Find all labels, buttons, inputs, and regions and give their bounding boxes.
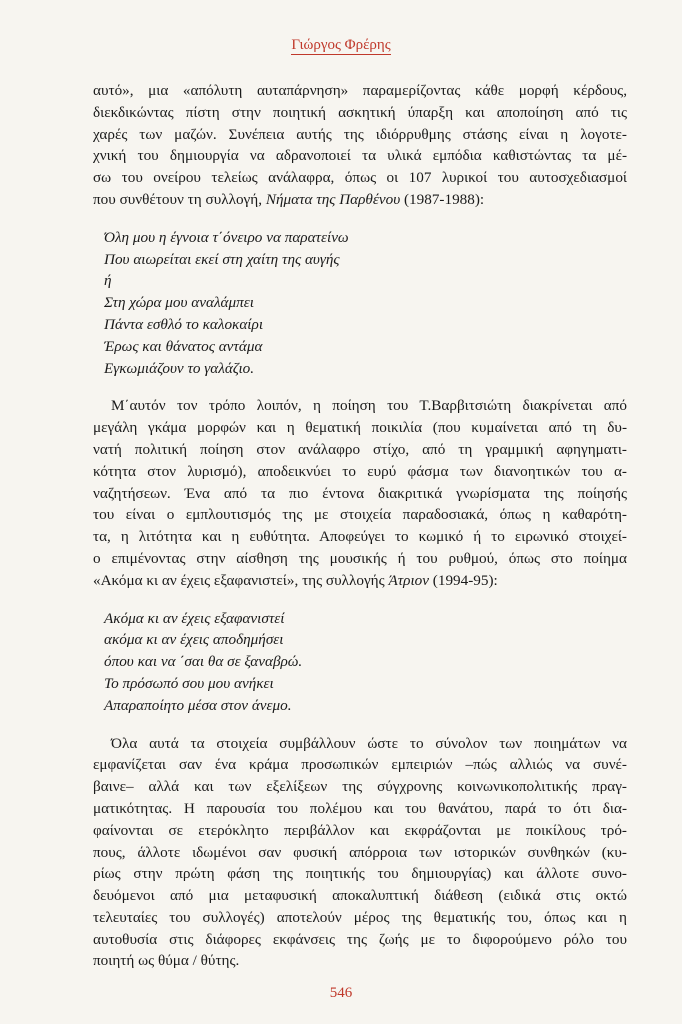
poem-line: όπου και να ΄σαι θα σε ξαναβρώ. bbox=[104, 653, 303, 671]
text-line: σω του ονείρου τελείως ανάλαφρα, όπως οι 107 λυρικοί του αυτοσχεδιασμοί bbox=[93, 169, 627, 187]
text-line: ρίως στην πρώτη φάση της ποιητικής του δημιουργίας) και άλλοτε συνο- bbox=[93, 865, 627, 883]
text-line bbox=[93, 189, 627, 211]
text-line: ματικότητας. Η παρουσία του πολέμου και του θανάτου, παρά το ότι δια- bbox=[93, 799, 627, 817]
text-line: Όλα αυτά τα στοιχεία συμβάλλουν ώστε το σύνολον των ποιημάτων να bbox=[111, 734, 627, 752]
text-fragment: «Ακόμα κι αν έχεις εξαφανιστεί», της συλλογής bbox=[93, 571, 389, 589]
text-line: φαίνονται σε ετερόκλητο περιβάλλον και εκφράζονται με ποικίλους τρό- bbox=[93, 821, 627, 839]
text-line: νατή πολιτική ποίηση στον ανάλαφρο στίχο, από τη γραμμική αφηγηματι- bbox=[93, 440, 627, 458]
poem-line: Στη χώρα μου αναλάμπει bbox=[104, 294, 254, 312]
text-line: διεκδικώντας πίστη στην ποιητική ασκητική ύπαρξη και αποποίηση από τις bbox=[93, 103, 627, 121]
book-title: Νήματα της Παρθένου bbox=[265, 190, 401, 208]
text-line: Μ΄αυτόν τον τρόπο λοιπόν, η ποίηση του Τ.Βαρβιτσιώτη διακρίνεται από bbox=[111, 397, 627, 415]
poem-line: Πάντα εσθλό το καλοκαίρι bbox=[104, 315, 264, 333]
poem-line: ακόμα κι αν έχεις αποδημήσει bbox=[104, 631, 284, 649]
text-line: τελευταίες του συλλογές) αποτελούν μέρος της θεματικής του, όπως και η bbox=[93, 908, 627, 926]
text-line: εμφανίζεται σαν ένα κράμα προσωπικών εμπειριών –πώς αλλιώς να συνέ- bbox=[93, 756, 627, 774]
poem-line: Ακόμα κι αν έχεις εξαφανιστεί bbox=[104, 609, 285, 627]
text-line: κότητα στον λυρισμό), αποδεικνύει το ευρύ φάσμα των διανοητικών του α- bbox=[93, 462, 627, 480]
text-line: βαινε– αλλά και των εξελίξεων της σύγχρονης κοινωνικοπολιτικής πραγ- bbox=[93, 778, 627, 796]
poem-excerpt-2 bbox=[104, 608, 627, 717]
text-fragment: (1994-95): bbox=[429, 571, 498, 589]
paragraph-3 bbox=[93, 733, 627, 973]
poem-line: Το πρόσωπό σου μου ανήκει bbox=[104, 674, 274, 692]
paragraph-2 bbox=[93, 395, 627, 591]
text-line: ο επιμένοντας στην αίσθηση της μουσικής ή του ρυθμού, όπως στο ποίημα bbox=[93, 549, 627, 567]
text-line: χαρές των μαζών. Συνέπεια αυτής της ιδιόρρυθμης στάσης είναι η λογοτε- bbox=[93, 125, 627, 143]
running-header bbox=[0, 36, 682, 54]
poem-line: Που αιωρείται εκεί στη χαίτη της αυγής bbox=[104, 250, 340, 268]
text-line: αυτοθυσία στις διάφορες εκφάνσεις της ζωής με το διφορούμενο ρόλο του bbox=[93, 930, 627, 948]
paragraph-1 bbox=[93, 80, 627, 211]
text-fragment: (1987-1988): bbox=[400, 190, 485, 208]
poem-line: Εγκωμιάζουν το γαλάζιο. bbox=[104, 359, 255, 377]
text-line: του είναι ο εμπλουτισμός της με στοιχεία παραδοσιακά, όπως η καθαρότη- bbox=[93, 506, 627, 524]
poem-line: Έρως και θάνατος αντάμα bbox=[104, 337, 263, 355]
text-line: χνική του δημιουργία να αδρανοποιεί τα υλικά εμπόδια καθιστώντας τα μέ- bbox=[93, 147, 627, 165]
page-body bbox=[93, 80, 627, 972]
book-title: Άτριον bbox=[388, 571, 429, 589]
text-line: ποιητή ως θύμα / θύτης. bbox=[93, 952, 240, 970]
poem-excerpt-1 bbox=[104, 227, 627, 380]
text-line: ναζητήσεων. Ένα από τα πιο έντονα διακριτικά γνωρίσματα της ποίησής bbox=[93, 484, 627, 502]
page-number: 546 bbox=[329, 985, 353, 1001]
poem-line: Απαραποίητο μέσα στον άνεμο. bbox=[104, 696, 292, 714]
poem-line: ή bbox=[104, 272, 112, 290]
author-name: Γιώργος Φρέρης bbox=[291, 37, 391, 53]
text-line: μεγάλη γκάμα μορφών και η θεματική ποικιλία (που κυμαίνεται από τη δυ- bbox=[93, 419, 627, 437]
text-fragment: που συνθέτουν τη συλλογή, bbox=[93, 190, 266, 208]
poem-line: Όλη μου η έγνοια τ΄όνειρο να παρατείνω bbox=[104, 228, 349, 246]
text-line: δευόμενοι από μια μεταφυσική αποκαλυπτική διάθεση (ειδικά στις οκτώ bbox=[93, 887, 627, 905]
text-line: τα, η λιτότητα και η ευθύτητα. Αποφεύγει το κωμικό ή το ειρωνικό στοιχεί- bbox=[93, 528, 627, 546]
text-line: πους, άλλοτε ιδωμένοι σαν φυσική απόρροια των ιστορικών συνθηκών (κυ- bbox=[93, 843, 627, 861]
text-line: αυτό», μια «απόλυτη αυταπάρνηση» παραμερίζοντας κάθε μορφή κέρδους, bbox=[93, 82, 627, 99]
text-line bbox=[93, 570, 627, 592]
